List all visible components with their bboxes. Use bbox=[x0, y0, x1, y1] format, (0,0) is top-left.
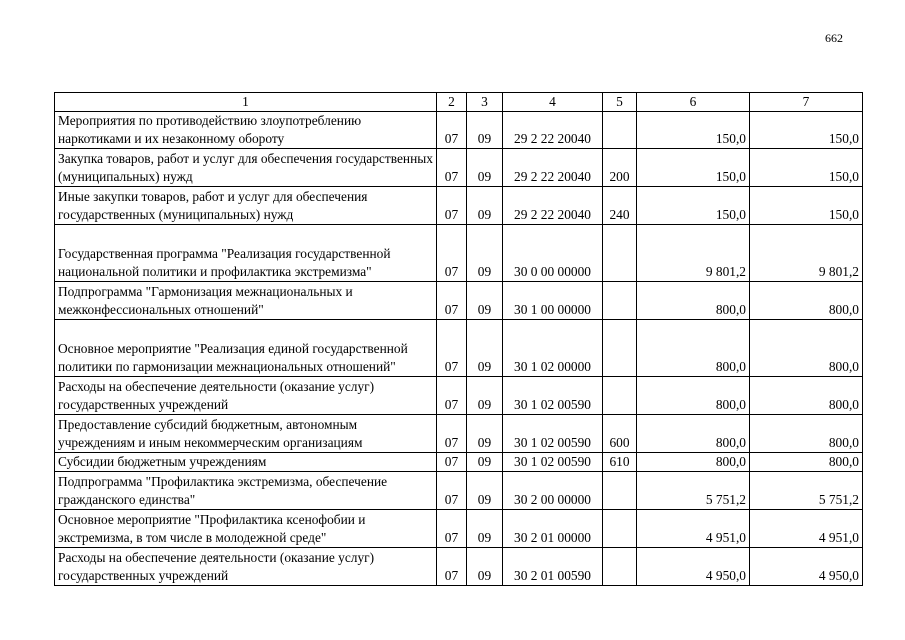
table-row bbox=[55, 225, 863, 282]
table-row bbox=[55, 510, 863, 548]
row-target-code: 30 0 00 00000 bbox=[503, 225, 603, 282]
row-sum-1: 150,0 bbox=[637, 187, 750, 225]
row-sum-2: 800,0 bbox=[750, 282, 863, 320]
table-row bbox=[55, 548, 863, 586]
row-section: 07 bbox=[437, 112, 467, 149]
row-subsection: 09 bbox=[467, 225, 503, 282]
row-section: 07 bbox=[437, 453, 467, 472]
table-row bbox=[55, 112, 863, 149]
row-target-code: 30 1 02 00590 bbox=[503, 453, 603, 472]
row-section: 07 bbox=[437, 149, 467, 187]
table-row bbox=[55, 320, 863, 377]
row-subsection: 09 bbox=[467, 377, 503, 415]
header-col-7: 7 bbox=[750, 93, 863, 112]
row-sum-1: 150,0 bbox=[637, 149, 750, 187]
budget-table bbox=[54, 92, 863, 586]
header-col-1: 1 bbox=[55, 93, 437, 112]
header-col-5: 5 bbox=[603, 93, 637, 112]
row-section: 07 bbox=[437, 320, 467, 377]
row-sum-2: 800,0 bbox=[750, 415, 863, 453]
row-target-code: 29 2 22 20040 bbox=[503, 187, 603, 225]
table-row bbox=[55, 453, 863, 472]
row-subsection: 09 bbox=[467, 149, 503, 187]
row-name: Закупка товаров, работ и услуг для обеспечения государственных (муниципальных) нужд bbox=[55, 149, 437, 187]
table-row bbox=[55, 415, 863, 453]
row-sum-1: 5 751,2 bbox=[637, 472, 750, 510]
row-subsection: 09 bbox=[467, 282, 503, 320]
row-subsection: 09 bbox=[467, 453, 503, 472]
row-name: Основное мероприятие "Реализация единой государственной политики по гармонизации межнациональных отношений" bbox=[55, 320, 437, 377]
row-expense-type bbox=[603, 377, 637, 415]
row-section: 07 bbox=[437, 510, 467, 548]
row-sum-1: 4 950,0 bbox=[637, 548, 750, 586]
row-name: Расходы на обеспечение деятельности (оказание услуг) государственных учреждений bbox=[55, 548, 437, 586]
row-name: Расходы на обеспечение деятельности (оказание услуг) государственных учреждений bbox=[55, 377, 437, 415]
row-section: 07 bbox=[437, 415, 467, 453]
row-expense-type: 200 bbox=[603, 149, 637, 187]
row-sum-2: 4 951,0 bbox=[750, 510, 863, 548]
row-sum-1: 150,0 bbox=[637, 112, 750, 149]
row-sum-2: 800,0 bbox=[750, 320, 863, 377]
row-sum-2: 150,0 bbox=[750, 149, 863, 187]
row-sum-2: 9 801,2 bbox=[750, 225, 863, 282]
row-target-code: 30 1 00 00000 bbox=[503, 282, 603, 320]
row-sum-2: 5 751,2 bbox=[750, 472, 863, 510]
row-sum-2: 4 950,0 bbox=[750, 548, 863, 586]
row-name: Государственная программа "Реализация государственной национальной политики и профилактика экстремизма" bbox=[55, 225, 437, 282]
row-subsection: 09 bbox=[467, 510, 503, 548]
row-sum-2: 800,0 bbox=[750, 453, 863, 472]
row-sum-2: 150,0 bbox=[750, 112, 863, 149]
row-section: 07 bbox=[437, 472, 467, 510]
row-section: 07 bbox=[437, 225, 467, 282]
row-expense-type: 610 bbox=[603, 453, 637, 472]
row-sum-1: 800,0 bbox=[637, 320, 750, 377]
row-target-code: 29 2 22 20040 bbox=[503, 112, 603, 149]
row-expense-type bbox=[603, 282, 637, 320]
row-target-code: 30 2 00 00000 bbox=[503, 472, 603, 510]
row-expense-type bbox=[603, 510, 637, 548]
row-subsection: 09 bbox=[467, 472, 503, 510]
row-section: 07 bbox=[437, 377, 467, 415]
header-col-4: 4 bbox=[503, 93, 603, 112]
row-name: Предоставление субсидий бюджетным, автономным учреждениям и иным некоммерческим организациям bbox=[55, 415, 437, 453]
table-row bbox=[55, 149, 863, 187]
table-row bbox=[55, 187, 863, 225]
header-col-3: 3 bbox=[467, 93, 503, 112]
row-target-code: 30 2 01 00000 bbox=[503, 510, 603, 548]
header-row bbox=[55, 93, 863, 112]
row-expense-type bbox=[603, 320, 637, 377]
row-target-code: 30 1 02 00590 bbox=[503, 415, 603, 453]
table-row bbox=[55, 472, 863, 510]
row-expense-type bbox=[603, 472, 637, 510]
row-name: Подпрограмма "Профилактика экстремизма, обеспечение гражданского единства" bbox=[55, 472, 437, 510]
row-sum-1: 800,0 bbox=[637, 415, 750, 453]
row-target-code: 30 1 02 00000 bbox=[503, 320, 603, 377]
row-name: Иные закупки товаров, работ и услуг для обеспечения государственных (муниципальных) нужд bbox=[55, 187, 437, 225]
row-expense-type bbox=[603, 112, 637, 149]
row-name: Основное мероприятие "Профилактика ксенофобии и экстремизма, в том числе в молодежной среде" bbox=[55, 510, 437, 548]
row-target-code: 30 2 01 00590 bbox=[503, 548, 603, 586]
table-row bbox=[55, 282, 863, 320]
page-number: 662 bbox=[825, 31, 843, 45]
row-subsection: 09 bbox=[467, 415, 503, 453]
header-col-2: 2 bbox=[437, 93, 467, 112]
row-name: Подпрограмма "Гармонизация межнациональных и межконфессиональных отношений" bbox=[55, 282, 437, 320]
row-sum-1: 800,0 bbox=[637, 453, 750, 472]
row-subsection: 09 bbox=[467, 112, 503, 149]
row-expense-type bbox=[603, 548, 637, 586]
row-section: 07 bbox=[437, 548, 467, 586]
row-sum-1: 9 801,2 bbox=[637, 225, 750, 282]
row-expense-type bbox=[603, 225, 637, 282]
row-sum-2: 800,0 bbox=[750, 377, 863, 415]
row-subsection: 09 bbox=[467, 187, 503, 225]
row-sum-1: 4 951,0 bbox=[637, 510, 750, 548]
row-subsection: 09 bbox=[467, 548, 503, 586]
row-name: Мероприятия по противодействию злоупотреблению наркотиками и их незаконному обороту bbox=[55, 112, 437, 149]
row-name: Субсидии бюджетным учреждениям bbox=[55, 453, 437, 472]
row-expense-type: 240 bbox=[603, 187, 637, 225]
row-sum-2: 150,0 bbox=[750, 187, 863, 225]
header-col-6: 6 bbox=[637, 93, 750, 112]
row-subsection: 09 bbox=[467, 320, 503, 377]
row-target-code: 29 2 22 20040 bbox=[503, 149, 603, 187]
row-section: 07 bbox=[437, 282, 467, 320]
row-expense-type: 600 bbox=[603, 415, 637, 453]
table-row bbox=[55, 377, 863, 415]
row-target-code: 30 1 02 00590 bbox=[503, 377, 603, 415]
row-sum-1: 800,0 bbox=[637, 282, 750, 320]
row-sum-1: 800,0 bbox=[637, 377, 750, 415]
row-section: 07 bbox=[437, 187, 467, 225]
